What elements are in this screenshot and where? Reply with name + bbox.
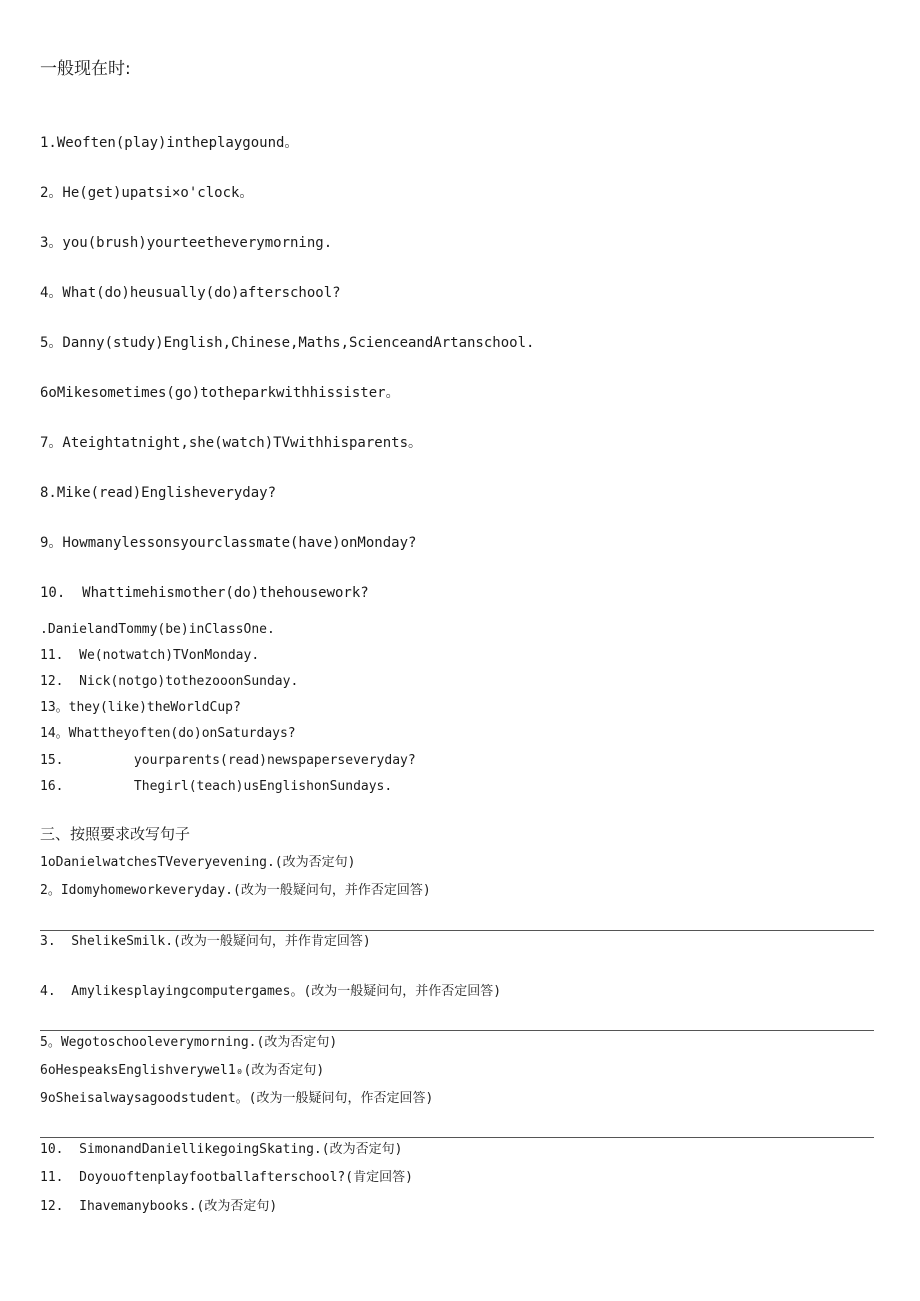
exercise-line-9: 9。Howmanylessonsyourclassmate(have)onMonday?	[40, 535, 417, 551]
rewrite-line-5: 5。Wegotoschooleverymorning.(改为否定句)	[40, 1035, 338, 1050]
exercise-line-8: 8.Mike(read)Englisheveryday?	[40, 485, 277, 501]
divider	[40, 1030, 874, 1031]
rewrite-line-2: 2。Idomyhomeworkeveryday.(改为一般疑问句，并作否定回答)	[40, 883, 431, 898]
rewrite-line-9: 9oSheisalwaysagoodstudent。(改为一般疑问句，作否定回答)	[40, 1091, 434, 1106]
exercise-line-3: 3。you(brush)yourteetheverymorning.	[40, 235, 333, 251]
exercise-line-1: 1.Weoften(play)intheplaygound。	[40, 135, 299, 151]
rewrite-line-12: 12. Ihavemanybooks.(改为否定句)	[40, 1199, 278, 1214]
exercise-line-7: 7。Ateightatnight,she(watch)TVwithhisparents。	[40, 435, 423, 451]
rewrite-line-10: 10. SimonandDaniellikegoingSkating.(改为否定句)	[40, 1142, 403, 1157]
exercise-line-16: 16. Thegirl(teach)usEnglishonSundays.	[40, 779, 393, 794]
divider	[40, 930, 874, 931]
exercise-line-14: 14。Whattheyoften(do)onSaturdays?	[40, 726, 296, 741]
exercise-line-13: 13。they(like)theWorldCup?	[40, 700, 241, 715]
section-heading: 三、按照要求改写句子	[40, 825, 191, 843]
exercise-line-4: 4。What(do)heusually(do)afterschool?	[40, 285, 341, 301]
rewrite-line-1: 1oDanielwatchesTVeveryevening.(改为否定句)	[40, 855, 356, 870]
exercise-line-6: 6oMikesometimes(go)totheparkwithhissister。	[40, 385, 400, 401]
exercise-line-15: 15. yourparents(read)newspaperseveryday?	[40, 753, 416, 768]
page-title: 一般现在时:	[40, 59, 131, 79]
exercise-line-11: 11. We(notwatch)TVonMonday.	[40, 648, 260, 663]
rewrite-line-4: 4. Amylikesplayingcomputergames。(改为一般疑问句，并作否定回答)	[40, 984, 502, 999]
rewrite-line-11: 11. Doyouoftenplayfootballafterschool?(肯定回答)	[40, 1170, 413, 1185]
rewrite-line-3: 3. ShelikeSmilk.(改为一般疑问句，并作肯定回答)	[40, 934, 371, 949]
exercise-line-12: 12. Nick(notgo)tothezooonSunday.	[40, 674, 299, 689]
rewrite-line-6: 6oHespeaksEnglishverywel1₀(改为否定句)	[40, 1063, 325, 1078]
exercise-line-10: 10. Whattimehismother(do)thehousework?	[40, 585, 369, 601]
divider	[40, 1137, 874, 1138]
exercise-line-2: 2。He(get)upatsi×o'clock。	[40, 185, 254, 201]
exercise-line-5: 5。Danny(study)English,Chinese,Maths,ScienceandArtanschool.	[40, 335, 535, 351]
exercise-line-be: .DanielandTommy(be)inClassOne.	[40, 622, 275, 637]
